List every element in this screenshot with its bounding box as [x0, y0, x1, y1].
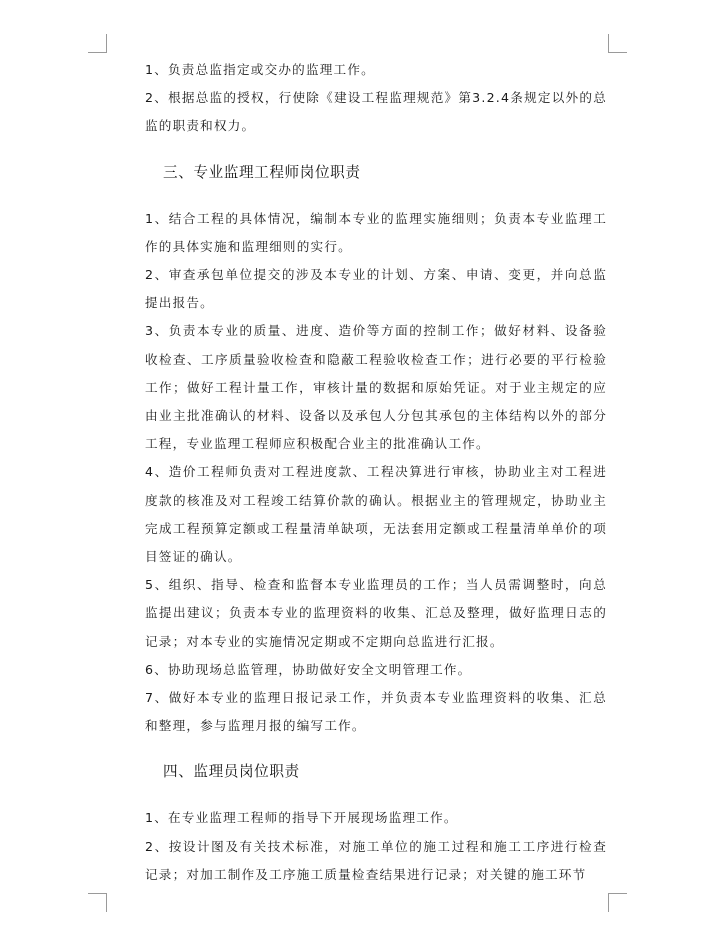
paragraph: 1、结合工程的具体情况，编制本专业的监理实施细则；负责本专业监理工作的具体实施和监理细则的实行。 [145, 210, 607, 254]
paragraph: 2、按设计图及有关技术标准，对施工单位的施工过程和施工工序进行检查记录；对加工制作及工序施工质量检查结果进行记录；对关键的施工环节 [145, 838, 607, 882]
crop-mark-top-right [608, 34, 627, 53]
paragraph: 7、做好本专业的监理日报记录工作，并负责本专业监理资料的收集、汇总和整理，参与监理月报的编写工作。 [145, 690, 607, 734]
paragraph: 3、负责本专业的质量、进度、造价等方面的控制工作；做好材料、设备验收检查、工序质量验收检查和隐蔽工程验收检查工作；进行必要的平行检验工作；做好工程计量工作，审核计量的数据和原始凭证。对于业主规定的应由业主批准确认的材料、设备以及承包人分包其承包的主体结构以外的部分工程，专业监理工程师应积极配合业主的批准确认工作。 [145, 323, 607, 452]
section-heading: 三、专业监理工程师岗位职责 [163, 163, 361, 181]
paragraph: 1、在专业监理工程师的指导下开展现场监理工作。 [145, 810, 458, 826]
paragraph: 2、根据总监的授权，行使除《建设工程监理规范》第3.2.4条规定以外的总监的职责和权力。 [145, 90, 607, 134]
crop-mark-top-left [88, 34, 107, 53]
paragraph: 2、审查承包单位提交的涉及本专业的计划、方案、申请、变更，并向总监提出报告。 [145, 267, 607, 311]
paragraph: 5、组织、指导、检查和监督本专业监理员的工作；当人员需调整时，向总监提出建议；负责本专业的监理资料的收集、汇总及整理，做好监理日志的记录；对本专业的实施情况定期或不定期向总监进行汇报。 [145, 577, 607, 649]
section-heading: 四、监理员岗位职责 [163, 763, 300, 781]
document-body [145, 56, 607, 889]
paragraph: 4、造价工程师负责对工程进度款、工程决算进行审核，协助业主对工程进度款的核准及对工程竣工结算价款的确认。根据业主的管理规定，协助业主完成工程预算定额或工程量清单缺项，无法套用定额或工程量清单单价的项目签证的确认。 [145, 464, 607, 565]
crop-mark-bottom-left [88, 893, 107, 912]
crop-mark-bottom-right [608, 893, 627, 912]
paragraph: 1、负责总监指定或交办的监理工作。 [145, 62, 375, 77]
paragraph: 6、协助现场总监管理，协助做好安全文明管理工作。 [145, 661, 472, 677]
